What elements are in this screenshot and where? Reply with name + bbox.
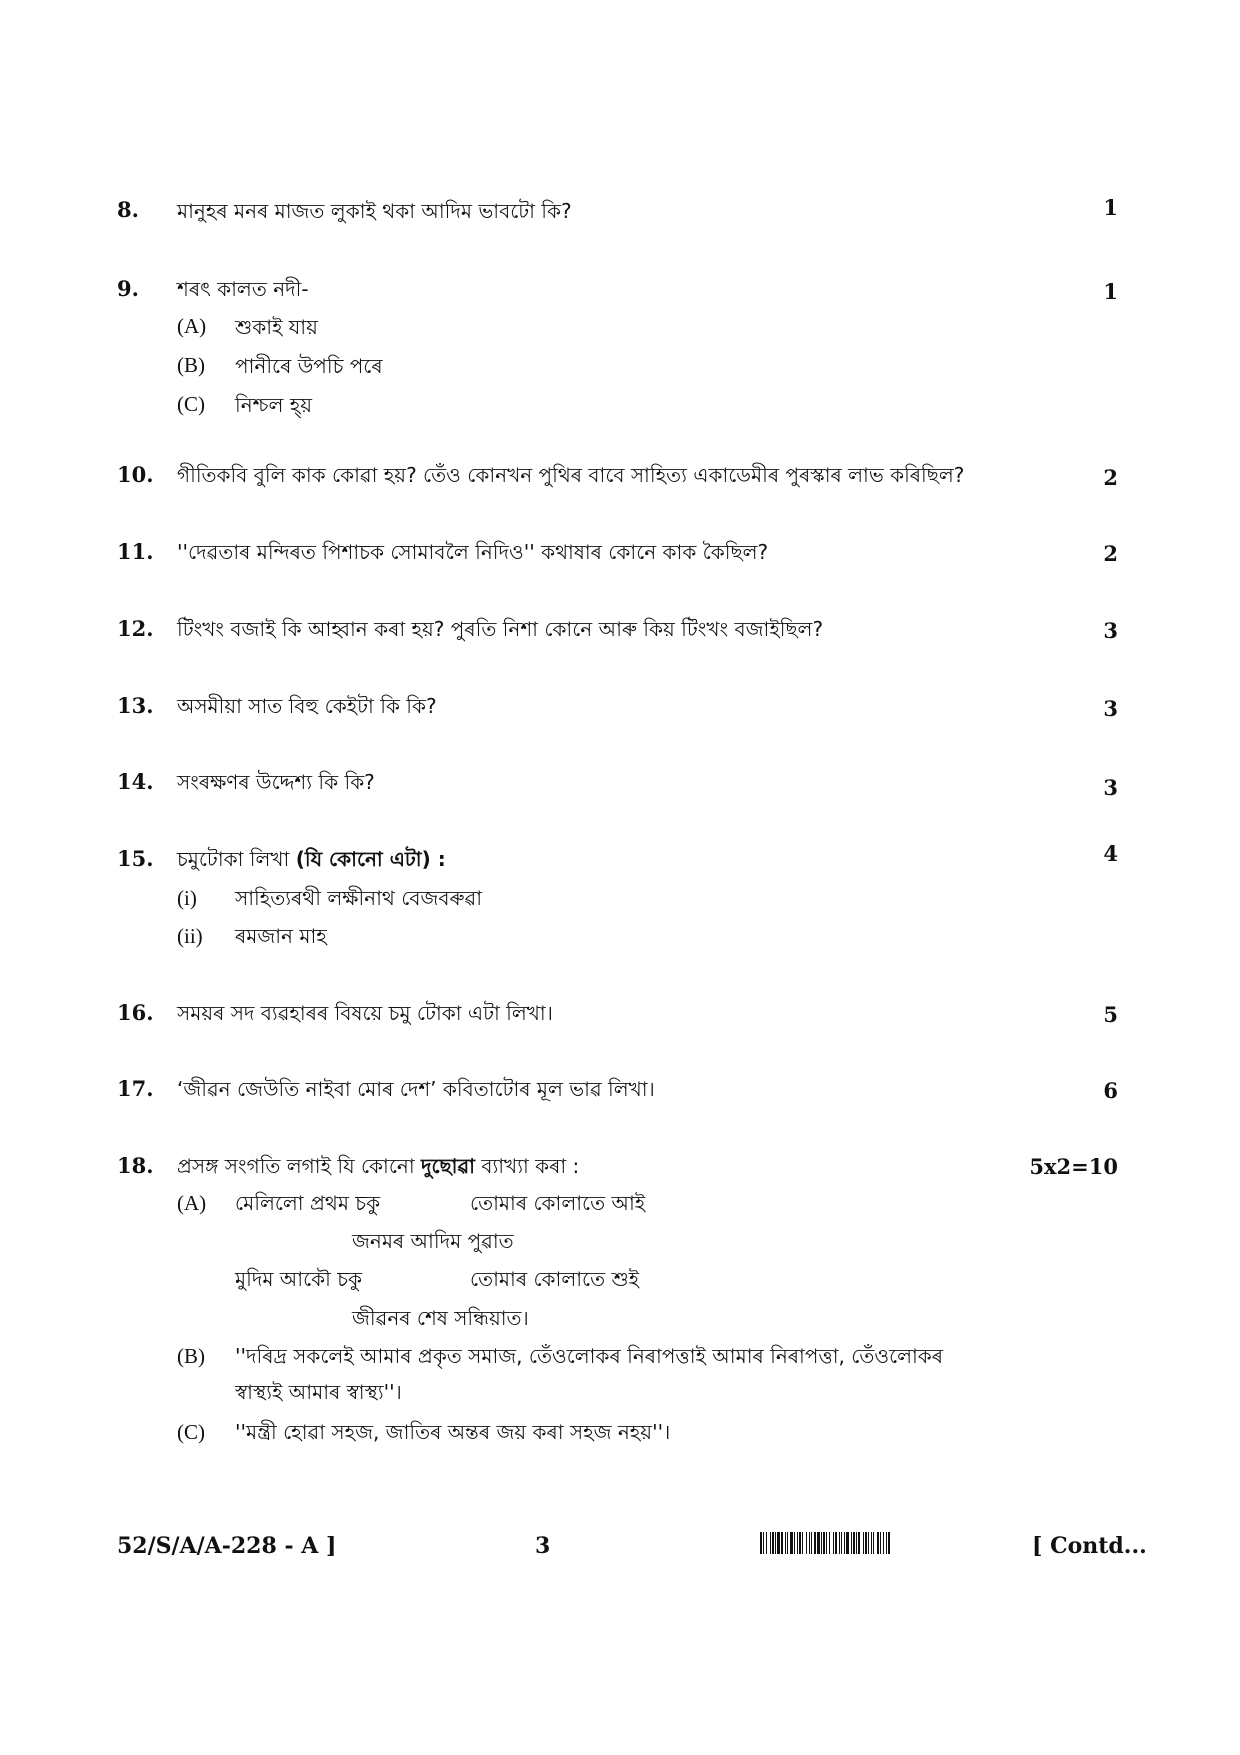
question-text-plain: চমুটোকা লিখা — [177, 847, 296, 871]
question-marks: 6 — [1103, 1078, 1118, 1103]
question-number: 12. — [117, 616, 154, 641]
question-number: 13. — [117, 693, 154, 718]
question-text: সংৰক্ষণৰ উদ্দেশ্য কি কি? — [177, 770, 375, 794]
page-number: 3 — [535, 1533, 551, 1559]
question-number: 8. — [117, 197, 139, 222]
option-text-continued: স্বাস্থ্যই আমাৰ স্বাস্থ্য''। — [235, 1380, 402, 1404]
question-number: 15. — [117, 846, 154, 871]
question-marks: 4 — [1103, 841, 1118, 866]
option-label: (ii) — [177, 924, 203, 948]
question-text: সময়ৰ সদ ব্যৱহাৰৰ বিষয়ে চমু টোকা এটা লিখা। — [177, 1001, 553, 1025]
question-number: 9. — [117, 276, 139, 301]
option-text: শুকাই যায় — [235, 315, 318, 339]
option-label: (B) — [177, 353, 205, 377]
option-text: ''মন্ত্ৰী হোৱা সহজ, জাতিৰ অন্তৰ জয় কৰা সহজ নহয়''। — [235, 1420, 671, 1444]
question-number: 17. — [117, 1076, 154, 1101]
option-label: (C) — [177, 392, 205, 416]
question-text-plain: প্ৰসঙ্গ সংগতি লগাই যি কোনো — [177, 1154, 421, 1178]
option-text: নিশ্চল হ্য় — [235, 393, 313, 417]
question-text: অসমীয়া সাত বিহু কেইটা কি কি? — [177, 694, 437, 718]
option-text: ''দৰিদ্ৰ সকলেই আমাৰ প্ৰকৃত সমাজ, তেঁওলোকৰ নিৰাপত্তাই আমাৰ নিৰাপত্তা, তেঁওলোকৰ — [235, 1344, 944, 1368]
question-number: 14. — [117, 769, 154, 794]
poem-line-right: জীৱনৰ শেষ সন্ধিয়াত। — [352, 1306, 529, 1330]
question-marks: 3 — [1103, 775, 1118, 800]
question-number: 10. — [117, 462, 154, 487]
paper-code: 52/S/A/A-228 - A ] — [117, 1533, 337, 1559]
barcode — [760, 1532, 1025, 1554]
question-text: ‘জীৱন জেউতি নাইবা মোৰ দেশ’ কবিতাটোৰ মূল ভাৱ লিখা। — [177, 1077, 655, 1101]
question-text: মানুহৰ মনৰ মাজত লুকাই থকা আদিম ভাবটো কি? — [177, 199, 572, 223]
question-marks: 2 — [1103, 541, 1118, 566]
question-text — [177, 845, 446, 878]
poem-line-right: তোমাৰ কোলাতে শুই — [470, 1267, 640, 1291]
question-text: টিংখং বজাই কি আহ্বান কৰা হয়? পুৰতি নিশা কোনে আৰু কিয় টিংখং বজাইছিল? — [177, 617, 824, 641]
continued-label: [ Contd... — [1032, 1533, 1147, 1559]
poem-line-right: জনমৰ আদিম পুৱাত — [352, 1229, 514, 1253]
option-text: পানীৰে উপচি পৰে — [235, 354, 383, 378]
question-marks: 1 — [1103, 279, 1118, 304]
question-text-bold: (যি কোনো এটা) : — [295, 847, 446, 871]
option-label: (C) — [177, 1420, 205, 1444]
option-label: (A) — [177, 314, 207, 338]
poem-line-left: মেলিলো প্ৰথম চকু — [235, 1191, 381, 1215]
poem-line-left: মুদিম আকৌ চকু — [235, 1267, 363, 1291]
question-number: 16. — [117, 1000, 154, 1025]
option-label: (B) — [177, 1344, 205, 1368]
option-label: (A) — [177, 1191, 207, 1215]
question-text: ''দেৱতাৰ মন্দিৰত পিশাচক সোমাবলৈ নিদিও'' কথাষাৰ কোনে কাক কৈছিল? — [177, 540, 769, 564]
question-text: শৰৎ কালত নদী- — [177, 277, 309, 301]
question-marks: 5 — [1103, 1002, 1118, 1027]
question-number: 18. — [117, 1153, 154, 1178]
question-text-after: ব্যাখ্যা কৰা : — [474, 1154, 580, 1178]
option-text: ৰমজান মাহ — [235, 924, 327, 948]
poem-line-right: তোমাৰ কোলাতে আই — [470, 1191, 646, 1215]
question-marks: 3 — [1103, 696, 1118, 721]
question-text — [177, 1152, 579, 1185]
question-marks: 1 — [1103, 195, 1118, 220]
barcode-stripe — [888, 1532, 890, 1554]
question-number: 11. — [117, 539, 154, 564]
question-marks: 5x2=10 — [1029, 1154, 1118, 1179]
option-label: (i) — [177, 886, 197, 910]
question-marks: 3 — [1103, 618, 1118, 643]
question-text: গীতিকবি বুলি কাক কোৱা হয়? তেঁও কোনখন পুথিৰ বাবে সাহিত্য একাডেমীৰ পুৰস্কাৰ লাভ কৰিছিল? — [177, 463, 965, 487]
option-text: সাহিত্যৰথী লক্ষীনাথ বেজবৰুৱা — [235, 886, 483, 910]
question-marks: 2 — [1103, 465, 1118, 490]
question-text-bold: দুছোৱা — [421, 1154, 475, 1178]
